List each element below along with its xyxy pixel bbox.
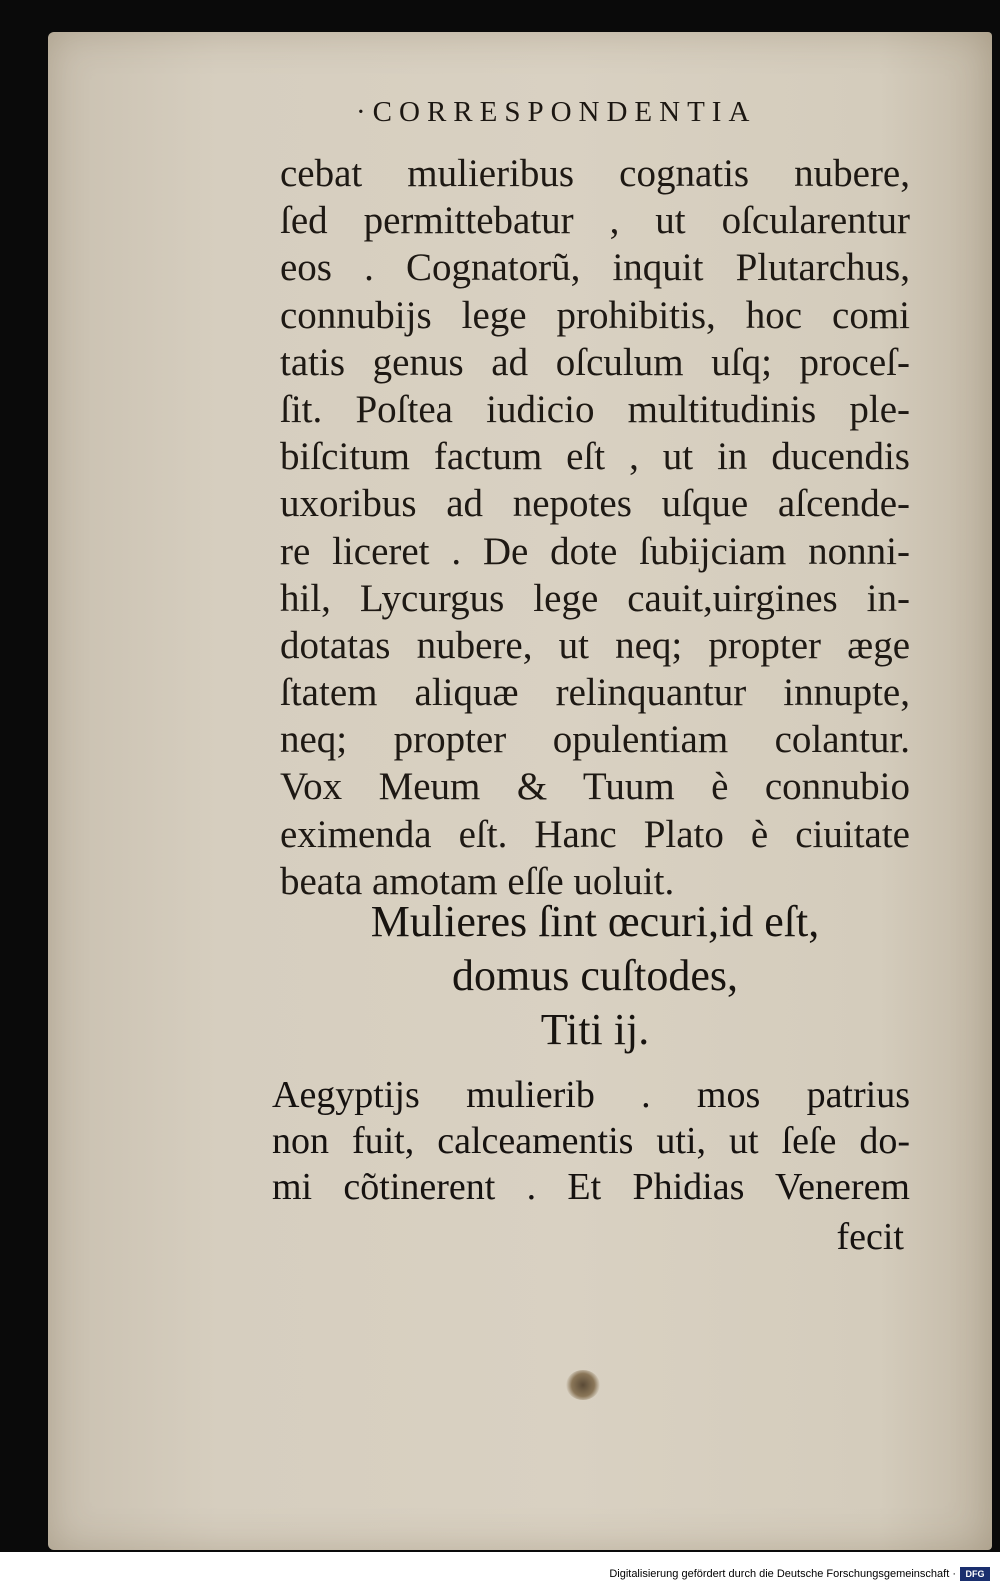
text-line: biſcitum factum eſt , ut in ducendis <box>280 435 910 479</box>
funding-credit: Digitalisierung gefördert durch die Deutsche Forschungsgemeinschaft · <box>609 1568 956 1580</box>
text-line: re liceret . De dote ſubijciam nonni- <box>280 529 910 573</box>
heading-line: domus cuſtodes, <box>452 951 738 1000</box>
paragraph-2 <box>272 1072 910 1210</box>
catchword: fecit <box>836 1216 904 1258</box>
text-line: Vox Meum & Tuum è connubio <box>280 765 910 809</box>
heading-line: Mulieres ſint œcuri,id eſt, <box>370 897 820 946</box>
text-line: dotatas nubere, ut neq; propter æge <box>280 623 910 667</box>
heading-reference: Titi ij. <box>540 1005 650 1054</box>
text-line: neq; propter opulentiam colantur. <box>280 718 910 762</box>
text-line: cebat mulieribus cognatis nubere, <box>280 152 910 195</box>
footer-bar <box>0 1552 1000 1588</box>
running-head: ·CORRESPONDENTIA <box>356 96 757 128</box>
text-line: uxoribus ad nepotes uſque aſcende- <box>280 482 910 526</box>
text-line: non fuit, calceamentis uti, ut ſeſe do- <box>272 1120 910 1162</box>
text-line: hil, Lycurgus lege cauit,uirgines in- <box>280 576 910 620</box>
paragraph-1 <box>280 150 910 905</box>
text-line: eximenda eſt. Hanc Plato è ciuitate <box>280 812 910 856</box>
text-line-last: beata amotam eſſe uoluit. <box>280 859 675 903</box>
text-line: tatis genus ad oſculum uſq; proceſ- <box>280 340 910 384</box>
text-line: ſed permittebatur , ut oſcularentur <box>280 199 910 243</box>
paper-stain <box>566 1370 600 1400</box>
text-line: eos . Cognatorũ, inquit Plutarchus, <box>280 246 910 290</box>
text-line: ſtatem aliquæ relinquantur innupte, <box>280 671 910 715</box>
section-heading <box>280 895 910 1057</box>
text-line: Aegyptijs mulierib . mos patrius <box>272 1074 910 1116</box>
text-line: ſit. Poſtea iudicio multitudinis ple- <box>280 387 910 431</box>
text-line: connubijs lege prohibitis, hoc comi <box>280 293 910 337</box>
dfg-logo-icon: DFG <box>960 1567 990 1581</box>
text-line: mi cõtinerent . Et Phidias Venerem <box>272 1166 910 1208</box>
